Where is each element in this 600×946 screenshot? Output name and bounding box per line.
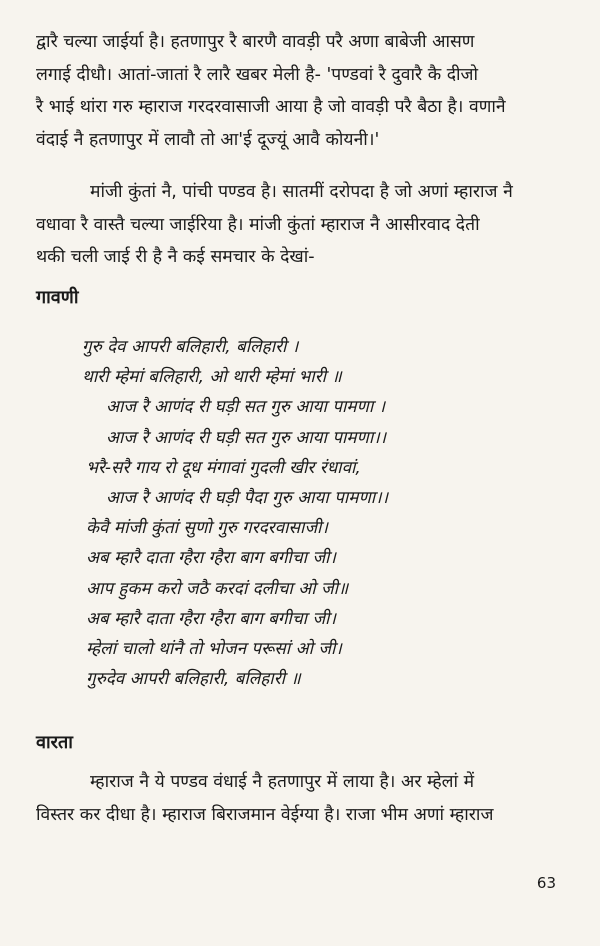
paragraph-2-line: वधावा रै वास्तै चल्या जाईरिया है। मांजी कुंतां म्हाराज नै आसीरवाद देती xyxy=(36,214,480,235)
poem-line: आज रै आणंद री घड़ी सत गुरु आया पामणा।। xyxy=(106,427,387,448)
paragraph-3-line: म्हाराज नै ये पण्डव वंधाई नै हतणापुर में लाया है। अर म्हेलां में xyxy=(90,772,475,792)
section-heading-gavani: गावणी xyxy=(36,287,79,308)
poem-line: गुरु देव आपरी बलिहारी, बलिहारी । xyxy=(82,337,299,357)
paragraph-3 xyxy=(36,766,560,831)
paragraph-1-line: द्वारै चल्या जाईर्या है। हतणापुर रै बारणै वावड़ी परै अणा बाबेजी आसण xyxy=(36,32,475,52)
section-heading-vaarta: वारता xyxy=(36,732,73,753)
paragraph-1-line: रै भाई थांरा गरु म्हाराज गरदरवासाजी आया है जो वावड़ी परै बैठा है। वणानै xyxy=(36,97,506,117)
poem-line: भरै-सरै गाय रो दूध मंगावां गुदली खीर रंधावां, xyxy=(86,457,361,478)
paragraph-2-line: मांजी कुंतां नै, पांची पण्डव है। सातमीं दरोपदा है जो अणां म्हाराज नै xyxy=(90,182,513,202)
poem-line: गुरुदेव आपरी बलिहारी, बलिहारी ॥ xyxy=(86,669,301,690)
paragraph-1 xyxy=(36,26,560,156)
poem-line: आप हुकम करो जठै करदां दलीचा ओ जी॥ xyxy=(86,578,349,599)
paragraph-3-line: विस्तर कर दीधा है। म्हाराज बिराजमान वेईग्या है। राजा भीम अणां म्हाराज xyxy=(36,804,494,825)
poem-line: म्हेलां चालो थांनै तो भोजन परूसां ओ जी। xyxy=(86,639,342,660)
page-number: 63 xyxy=(536,874,556,892)
paragraph-1-line: लगाई दीधौ। आतां-जातां रै लारै खबर मेली है- 'पण्डवां रै दुवारै कै दीजो xyxy=(36,64,479,85)
poem-line: अब म्हारै दाता ग्हैरा ग्हैरा बाग बगीचा जी। xyxy=(86,608,336,629)
poem-line: आज रै आणंद री घड़ी पैदा गुरु आया पामणा।। xyxy=(106,488,389,509)
poem-line: आज रै आणंद री घड़ी सत गुरु आया पामणा । xyxy=(106,397,386,418)
paragraph-2 xyxy=(36,176,560,274)
poem-line: थारी म्हेमां बलिहारी, ओ थारी म्हेमां भारी ॥ xyxy=(82,367,342,388)
paragraph-2-line: थकी चली जाई री है नै कई समचार के देखां- xyxy=(36,247,315,267)
poem-line: केवै मांजी कुंतां सुणो गुरु गरदरवासाजी। xyxy=(86,518,328,539)
poem xyxy=(80,332,550,694)
poem-line: अब म्हारै दाता ग्हैरा ग्हैरा बाग बगीचा जी। xyxy=(86,548,336,569)
paragraph-1-line: वंदाई नै हतणापुर में लावौ तो आ'ई दूज्यूं आवै कोयनी।' xyxy=(36,129,380,150)
